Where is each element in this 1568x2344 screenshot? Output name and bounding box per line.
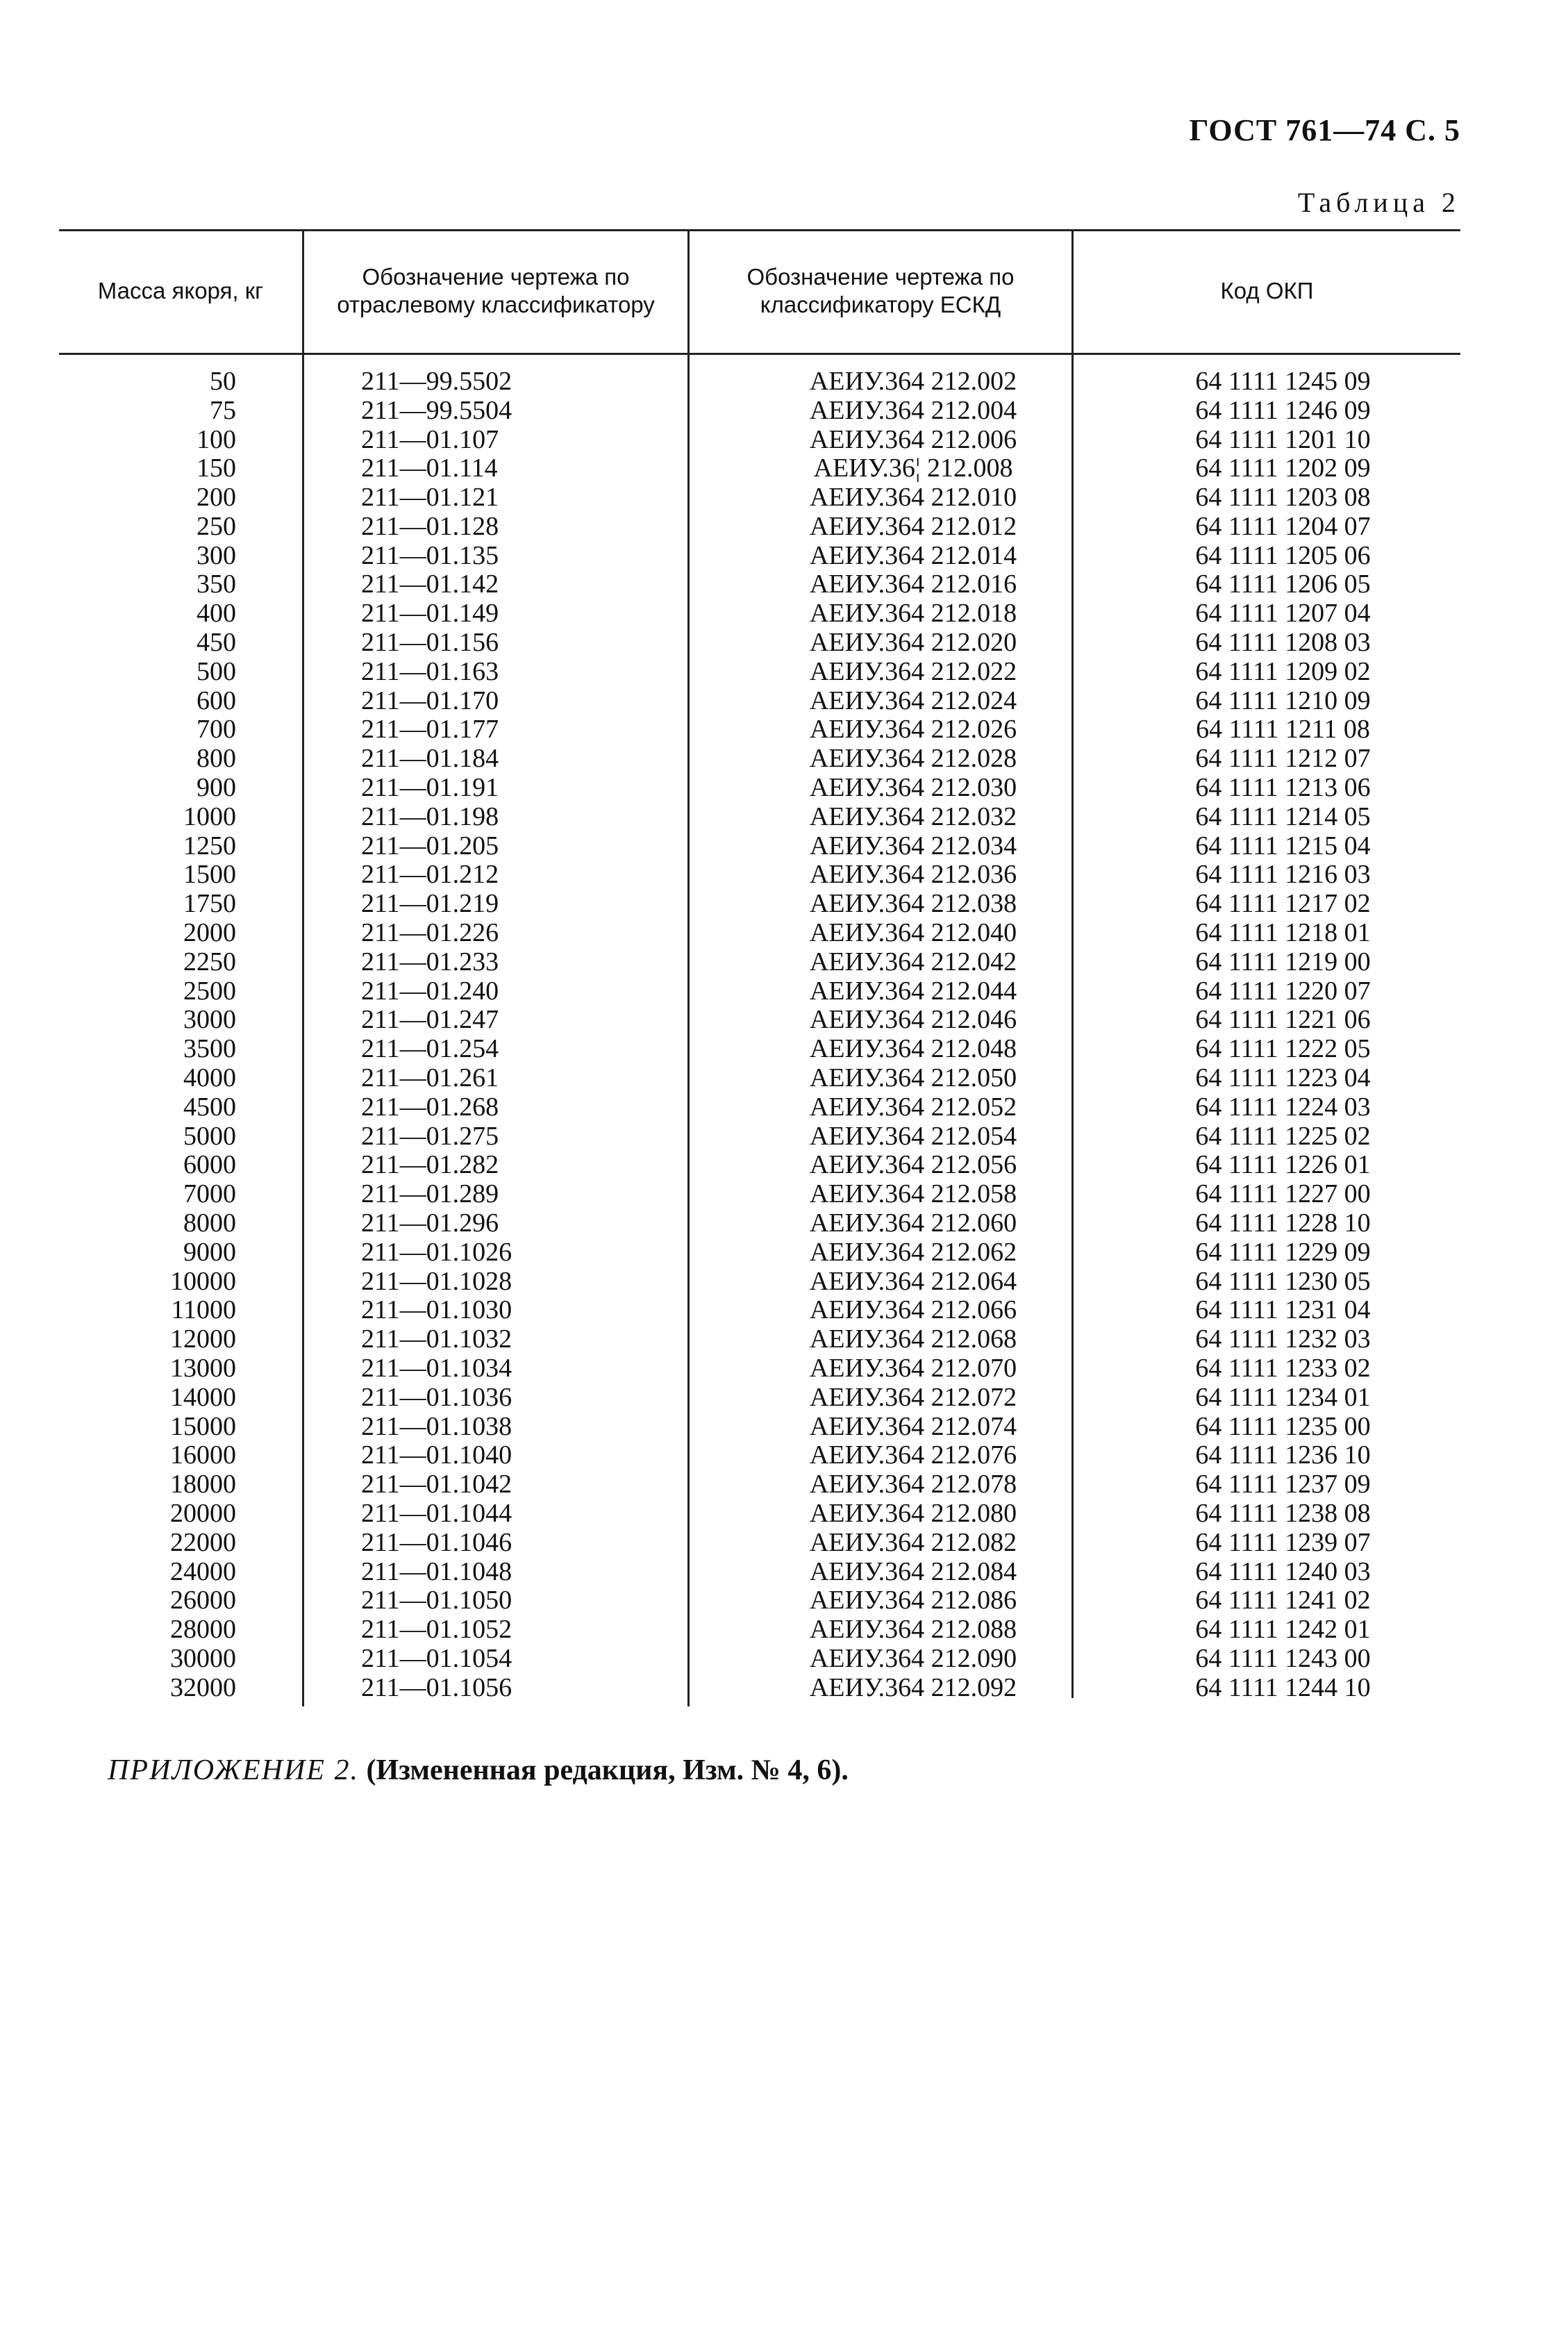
cell-okp-code: 64 1111 1244 10 <box>1195 1672 1371 1702</box>
cell-industry-code: 211—01.1050 <box>361 1586 512 1615</box>
cell-industry-code: 211—01.205 <box>361 831 499 861</box>
table-row <box>59 1586 1460 1615</box>
cell-okp-code: 64 1111 1238 08 <box>1195 1498 1371 1528</box>
cell-eskd-code: АЕИУ.364 212.056 <box>809 1150 1017 1180</box>
cell-eskd-code: АЕИУ.364 212.082 <box>809 1527 1017 1557</box>
cell-okp-code: 64 1111 1203 08 <box>1195 483 1371 513</box>
cell-okp-code: 64 1111 1231 04 <box>1195 1295 1371 1325</box>
cell-industry-code: 211—01.142 <box>361 570 499 599</box>
cell-okp-code: 64 1111 1227 00 <box>1195 1179 1371 1209</box>
table-row <box>59 1440 1460 1470</box>
cell-mass: 10000 <box>170 1266 236 1296</box>
cell-eskd-code: АЕИУ.364 212.032 <box>809 801 1017 831</box>
cell-okp-code: 64 1111 1240 03 <box>1195 1556 1371 1586</box>
table-row <box>59 1673 1460 1702</box>
cell-industry-code: 211—01.247 <box>361 1005 499 1035</box>
column-header-mass: Масса якоря, кг <box>97 278 264 304</box>
cell-industry-code: 211—99.5504 <box>361 395 512 425</box>
cell-industry-code: 211—01.121 <box>361 483 499 513</box>
cell-okp-code: 64 1111 1236 10 <box>1195 1440 1371 1470</box>
table-row <box>59 1354 1460 1383</box>
cell-okp-code: 64 1111 1209 02 <box>1195 656 1371 686</box>
cell-eskd-code: АЕИУ.364 212.018 <box>809 599 1017 629</box>
cell-industry-code: 211—01.1048 <box>361 1556 512 1586</box>
cell-eskd-code: АЕИУ.364 212.086 <box>809 1586 1017 1615</box>
cell-mass: 5000 <box>183 1121 236 1151</box>
cell-industry-code: 211—01.212 <box>361 860 499 890</box>
cell-mass: 6000 <box>183 1150 236 1180</box>
table-row <box>59 1122 1460 1151</box>
cell-mass: 26000 <box>170 1586 236 1615</box>
cell-okp-code: 64 1111 1216 03 <box>1195 860 1371 890</box>
cell-okp-code: 64 1111 1237 09 <box>1195 1470 1371 1499</box>
cell-okp-code: 64 1111 1239 07 <box>1195 1527 1371 1557</box>
cell-mass: 7000 <box>183 1179 236 1209</box>
cell-okp-code: 64 1111 1213 06 <box>1195 773 1371 803</box>
cell-okp-code: 64 1111 1234 01 <box>1195 1382 1371 1412</box>
table-header-rule <box>59 353 1460 355</box>
cell-industry-code: 211—01.114 <box>361 454 498 483</box>
cell-okp-code: 64 1111 1208 03 <box>1195 628 1371 658</box>
table-row <box>59 1208 1460 1238</box>
cell-okp-code: 64 1111 1210 09 <box>1195 685 1371 715</box>
cell-okp-code: 64 1111 1242 01 <box>1195 1615 1371 1645</box>
cell-industry-code: 211—01.1052 <box>361 1615 512 1645</box>
cell-eskd-code: АЕИУ.364 212.016 <box>809 570 1017 599</box>
cell-eskd-code: АЕИУ.364 212.002 <box>809 366 1017 396</box>
cell-eskd-code: АЕИУ.364 212.024 <box>809 685 1017 715</box>
cell-industry-code: 211—01.1036 <box>361 1382 512 1412</box>
cell-mass: 450 <box>197 628 236 658</box>
footer-note <box>108 1754 849 1787</box>
cell-mass: 900 <box>197 773 236 803</box>
table-row <box>59 918 1460 947</box>
cell-okp-code: 64 1111 1217 02 <box>1195 889 1371 919</box>
cell-okp-code: 64 1111 1207 04 <box>1195 599 1371 629</box>
table-row <box>59 1151 1460 1180</box>
appendix-label: ПРИЛОЖЕНИЕ 2. <box>108 1754 359 1786</box>
table-body <box>59 367 1460 1702</box>
cell-mass: 15000 <box>170 1411 236 1441</box>
cell-mass: 18000 <box>170 1470 236 1499</box>
cell-industry-code: 211—01.275 <box>361 1121 499 1151</box>
table-row <box>59 1470 1460 1499</box>
table-row <box>59 686 1460 715</box>
cell-mass: 50 <box>210 366 236 396</box>
cell-mass: 20000 <box>170 1498 236 1528</box>
table-row <box>59 1615 1460 1644</box>
table-row <box>59 1238 1460 1267</box>
cell-eskd-code: АЕИУ.364 212.020 <box>809 628 1017 658</box>
cell-mass: 4000 <box>183 1063 236 1093</box>
cell-mass: 800 <box>197 744 236 774</box>
cell-industry-code: 211—99.5502 <box>361 366 512 396</box>
cell-okp-code: 64 1111 1225 02 <box>1195 1121 1371 1151</box>
cell-industry-code: 211—01.191 <box>361 773 499 803</box>
cell-eskd-code: АЕИУ.364 212.046 <box>809 1005 1017 1035</box>
cell-industry-code: 211—01.233 <box>361 947 499 976</box>
cell-eskd-code: АЕИУ.364 212.050 <box>809 1063 1017 1093</box>
cell-eskd-code: АЕИУ.36¦ 212.008 <box>813 454 1013 483</box>
cell-okp-code: 64 1111 1229 09 <box>1195 1237 1371 1267</box>
cell-okp-code: 64 1111 1218 01 <box>1195 918 1371 948</box>
cell-eskd-code: АЕИУ.364 212.030 <box>809 773 1017 803</box>
cell-mass: 2000 <box>183 918 236 948</box>
cell-okp-code: 64 1111 1226 01 <box>1195 1150 1371 1180</box>
cell-industry-code: 211—01.1046 <box>361 1527 512 1557</box>
cell-eskd-code: АЕИУ.364 212.038 <box>809 889 1017 919</box>
cell-industry-code: 211—01.184 <box>361 744 499 774</box>
cell-okp-code: 64 1111 1205 06 <box>1195 540 1371 570</box>
cell-industry-code: 211—01.198 <box>361 801 499 831</box>
cell-industry-code: 211—01.1038 <box>361 1411 512 1441</box>
cell-okp-code: 64 1111 1201 10 <box>1195 424 1371 454</box>
table-row <box>59 947 1460 976</box>
cell-industry-code: 211—01.240 <box>361 976 499 1006</box>
cell-eskd-code: АЕИУ.364 212.054 <box>809 1121 1017 1151</box>
cell-mass: 350 <box>197 570 236 599</box>
cell-okp-code: 64 1111 1222 05 <box>1195 1034 1371 1064</box>
cell-mass: 2500 <box>183 976 236 1006</box>
cell-mass: 1000 <box>183 801 236 831</box>
cell-mass: 250 <box>197 511 236 541</box>
cell-industry-code: 211—01.128 <box>361 511 499 541</box>
table-row <box>59 831 1460 861</box>
table-row <box>59 425 1460 454</box>
cell-okp-code: 64 1111 1214 05 <box>1195 801 1371 831</box>
cell-mass: 4500 <box>183 1092 236 1122</box>
cell-okp-code: 64 1111 1246 09 <box>1195 395 1371 425</box>
cell-industry-code: 211—01.261 <box>361 1063 499 1093</box>
table-row <box>59 570 1460 599</box>
cell-eskd-code: АЕИУ.364 212.042 <box>809 947 1017 976</box>
cell-eskd-code: АЕИУ.364 212.078 <box>809 1470 1017 1499</box>
cell-okp-code: 64 1111 1215 04 <box>1195 831 1371 861</box>
cell-okp-code: 64 1111 1232 03 <box>1195 1324 1371 1354</box>
cell-industry-code: 211—01.1032 <box>361 1324 512 1354</box>
cell-mass: 9000 <box>183 1237 236 1267</box>
table-row <box>59 1063 1460 1092</box>
cell-okp-code: 64 1111 1206 05 <box>1195 570 1371 599</box>
table-row <box>59 1644 1460 1673</box>
cell-industry-code: 211—01.1044 <box>361 1498 512 1528</box>
cell-mass: 16000 <box>170 1440 236 1470</box>
cell-mass: 32000 <box>170 1672 236 1702</box>
cell-okp-code: 64 1111 1223 04 <box>1195 1063 1371 1093</box>
cell-industry-code: 211—01.219 <box>361 889 499 919</box>
table-row <box>59 715 1460 745</box>
table-row <box>59 1383 1460 1412</box>
table-caption: Таблица 2 <box>1297 187 1460 218</box>
cell-okp-code: 64 1111 1212 07 <box>1195 744 1371 774</box>
cell-mass: 2250 <box>183 947 236 976</box>
cell-eskd-code: АЕИУ.364 212.028 <box>809 744 1017 774</box>
table-row <box>59 1092 1460 1122</box>
cell-mass: 1750 <box>183 889 236 919</box>
table-row <box>59 889 1460 918</box>
column-header-eskd-code: Обозначение чертежа по классификатору ЕСКД <box>747 264 1015 317</box>
cell-mass: 300 <box>197 540 236 570</box>
cell-eskd-code: АЕИУ.364 212.010 <box>809 483 1017 513</box>
cell-industry-code: 211—01.170 <box>361 685 499 715</box>
cell-mass: 600 <box>197 685 236 715</box>
cell-mass: 150 <box>197 454 236 483</box>
cell-mass: 1500 <box>183 860 236 890</box>
table-row <box>59 1006 1460 1035</box>
cell-eskd-code: АЕИУ.364 212.062 <box>809 1237 1017 1267</box>
cell-eskd-code: АЕИУ.364 212.076 <box>809 1440 1017 1470</box>
column-header-industry-code: Обозначение чертежа по отраслевому классификатору <box>337 264 655 317</box>
table-row <box>59 1324 1460 1354</box>
cell-eskd-code: АЕИУ.364 212.052 <box>809 1092 1017 1122</box>
cell-industry-code: 211—01.268 <box>361 1092 499 1122</box>
cell-mass: 14000 <box>170 1382 236 1412</box>
cell-okp-code: 64 1111 1211 08 <box>1196 715 1370 745</box>
cell-eskd-code: АЕИУ.364 212.012 <box>809 511 1017 541</box>
table-row <box>59 1034 1460 1063</box>
cell-mass: 24000 <box>170 1556 236 1586</box>
table-row <box>59 512 1460 541</box>
cell-eskd-code: АЕИУ.364 212.092 <box>809 1672 1017 1702</box>
cell-mass: 100 <box>197 424 236 454</box>
table-row <box>59 1296 1460 1325</box>
cell-eskd-code: АЕИУ.364 212.074 <box>809 1411 1017 1441</box>
table-row <box>59 367 1460 396</box>
cell-eskd-code: АЕИУ.364 212.072 <box>809 1382 1017 1412</box>
cell-industry-code: 211—01.1030 <box>361 1295 512 1325</box>
cell-mass: 8000 <box>183 1208 236 1238</box>
cell-eskd-code: АЕИУ.364 212.014 <box>809 540 1017 570</box>
cell-industry-code: 211—01.296 <box>361 1208 499 1238</box>
cell-industry-code: 211—01.1042 <box>361 1470 512 1499</box>
cell-okp-code: 64 1111 1224 03 <box>1195 1092 1371 1122</box>
table-row <box>59 861 1460 890</box>
cell-industry-code: 211—01.135 <box>361 540 499 570</box>
cell-okp-code: 64 1111 1221 06 <box>1195 1005 1371 1035</box>
table-row <box>59 976 1460 1006</box>
cell-okp-code: 64 1111 1243 00 <box>1195 1643 1371 1673</box>
cell-mass: 500 <box>197 656 236 686</box>
cell-eskd-code: АЕИУ.364 212.064 <box>809 1266 1017 1296</box>
cell-industry-code: 211—01.289 <box>361 1179 499 1209</box>
cell-industry-code: 211—01.226 <box>361 918 499 948</box>
table-row <box>59 628 1460 657</box>
cell-eskd-code: АЕИУ.364 212.066 <box>809 1295 1017 1325</box>
cell-okp-code: 64 1111 1204 07 <box>1195 511 1371 541</box>
cell-mass: 700 <box>197 715 236 745</box>
page-header: ГОСТ 761—74 С. 5 <box>1189 113 1460 147</box>
table-row <box>59 1499 1460 1528</box>
cell-industry-code: 211—01.254 <box>361 1034 499 1064</box>
cell-mass: 12000 <box>170 1324 236 1354</box>
cell-okp-code: 64 1111 1220 07 <box>1195 976 1371 1006</box>
cell-eskd-code: АЕИУ.364 212.058 <box>809 1179 1017 1209</box>
cell-eskd-code: АЕИУ.364 212.070 <box>809 1354 1017 1383</box>
cell-okp-code: 64 1111 1233 02 <box>1195 1354 1371 1383</box>
cell-eskd-code: АЕИУ.364 212.006 <box>809 424 1017 454</box>
cell-okp-code: 64 1111 1219 00 <box>1195 947 1371 976</box>
cell-industry-code: 211—01.163 <box>361 656 499 686</box>
cell-okp-code: 64 1111 1230 05 <box>1195 1266 1371 1296</box>
cell-industry-code: 211—01.1034 <box>361 1354 512 1383</box>
cell-eskd-code: АЕИУ.364 212.060 <box>809 1208 1017 1238</box>
table-row <box>59 396 1460 425</box>
table-row <box>59 744 1460 773</box>
table-row <box>59 1412 1460 1441</box>
table-row <box>59 599 1460 628</box>
cell-industry-code: 211—01.1056 <box>361 1672 512 1702</box>
cell-mass: 28000 <box>170 1615 236 1645</box>
cell-eskd-code: АЕИУ.364 212.080 <box>809 1498 1017 1528</box>
cell-industry-code: 211—01.1054 <box>361 1643 512 1673</box>
cell-mass: 200 <box>197 483 236 513</box>
cell-okp-code: 64 1111 1202 09 <box>1195 454 1371 483</box>
cell-mass: 400 <box>197 599 236 629</box>
table-row <box>59 802 1460 831</box>
cell-mass: 22000 <box>170 1527 236 1557</box>
table-row <box>59 773 1460 802</box>
cell-industry-code: 211—01.107 <box>361 424 499 454</box>
table-row <box>59 541 1460 570</box>
cell-industry-code: 211—01.156 <box>361 628 499 658</box>
cell-mass: 30000 <box>170 1643 236 1673</box>
cell-eskd-code: АЕИУ.364 212.048 <box>809 1034 1017 1064</box>
cell-eskd-code: АЕИУ.364 212.040 <box>809 918 1017 948</box>
cell-okp-code: 64 1111 1235 00 <box>1195 1411 1371 1441</box>
cell-eskd-code: АЕИУ.364 212.090 <box>809 1643 1017 1673</box>
cell-eskd-code: АЕИУ.364 212.088 <box>809 1615 1017 1645</box>
table-row <box>59 1557 1460 1586</box>
cell-eskd-code: АЕИУ.364 212.084 <box>809 1556 1017 1586</box>
cell-eskd-code: АЕИУ.364 212.004 <box>809 395 1017 425</box>
cell-industry-code: 211—01.1040 <box>361 1440 512 1470</box>
cell-eskd-code: АЕИУ.364 212.036 <box>809 860 1017 890</box>
cell-industry-code: 211—01.177 <box>361 715 499 745</box>
cell-industry-code: 211—01.149 <box>361 599 499 629</box>
cell-industry-code: 211—01.1028 <box>361 1266 512 1296</box>
cell-industry-code: 211—01.1026 <box>361 1237 512 1267</box>
cell-eskd-code: АЕИУ.364 212.034 <box>809 831 1017 861</box>
table-row <box>59 483 1460 512</box>
revision-note: (Измененная редакция, Изм. № 4, 6). <box>366 1754 849 1786</box>
table-row <box>59 1267 1460 1296</box>
cell-mass: 3000 <box>183 1005 236 1035</box>
cell-mass: 13000 <box>170 1354 236 1383</box>
cell-mass: 75 <box>210 395 236 425</box>
table-row <box>59 454 1460 483</box>
cell-mass: 11000 <box>171 1295 236 1325</box>
cell-eskd-code: АЕИУ.364 212.068 <box>809 1324 1017 1354</box>
table-row <box>59 1179 1460 1208</box>
cell-eskd-code: АЕИУ.364 212.026 <box>809 715 1017 745</box>
cell-eskd-code: АЕИУ.364 212.044 <box>809 976 1017 1006</box>
cell-okp-code: 64 1111 1245 09 <box>1195 366 1371 396</box>
table-row <box>59 1528 1460 1557</box>
cell-mass: 3500 <box>183 1034 236 1064</box>
cell-okp-code: 64 1111 1241 02 <box>1195 1586 1371 1615</box>
cell-mass: 1250 <box>183 831 236 861</box>
cell-eskd-code: АЕИУ.364 212.022 <box>809 656 1017 686</box>
cell-industry-code: 211—01.282 <box>361 1150 499 1180</box>
column-header-okp-code: Код ОКП <box>1220 278 1314 304</box>
cell-okp-code: 64 1111 1228 10 <box>1195 1208 1371 1238</box>
table-row <box>59 657 1460 686</box>
